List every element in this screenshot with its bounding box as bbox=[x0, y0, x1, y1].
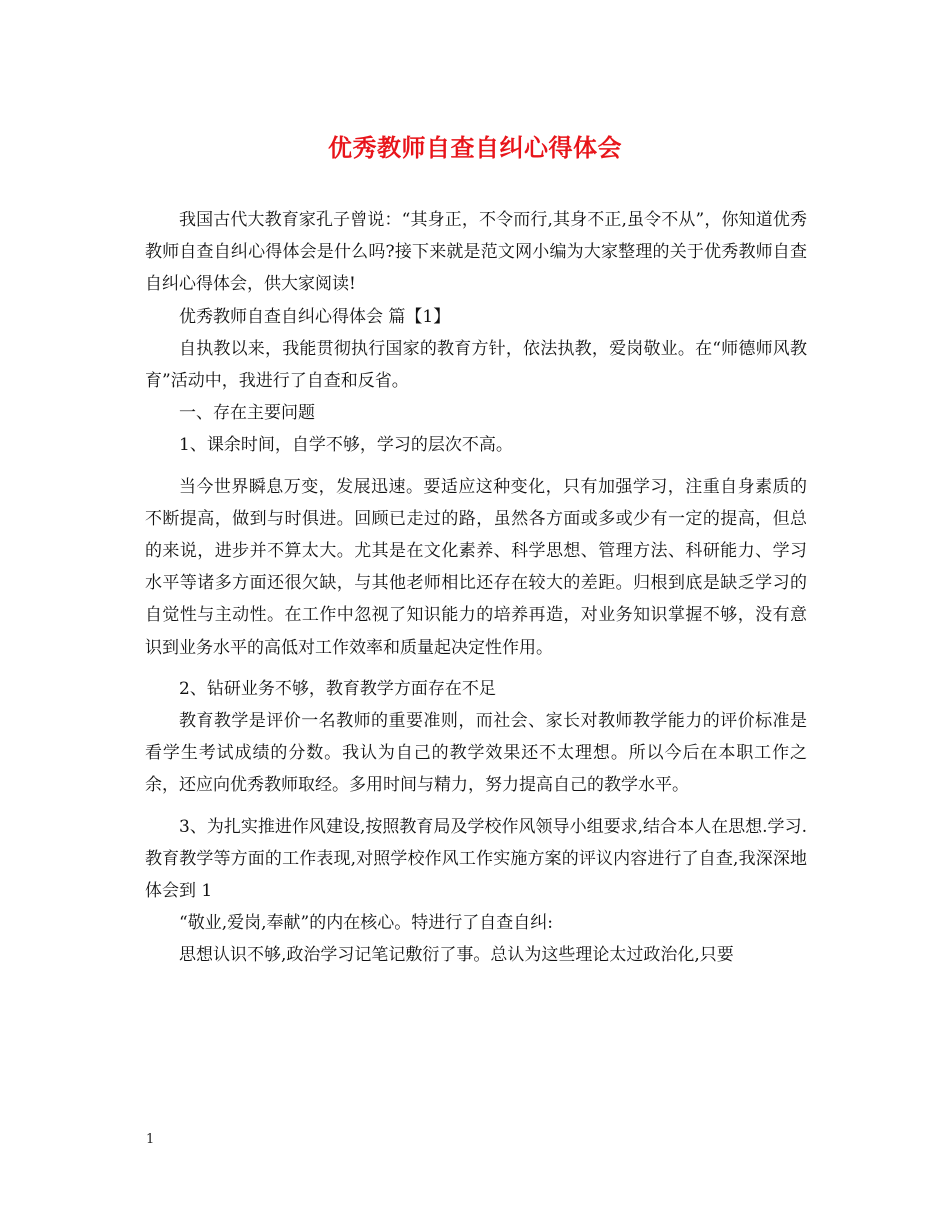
problem-1-body: 当今世界瞬息万变，发展迅速。要适应这种变化，只有加强学习，注重自身素质的不断提高，做到与时俱进。回顾已走过的路，虽然各方面或多或少有一定的提高，但总的来说，进步并不算太大。尤其是在文化素养、科学思想、管理方法、科研能力、学习水平等诸多方面还很欠缺，与其他老师相比还存在较大的差距。归根到底是缺乏学习的自觉性与主动性。在工作中忽视了知识能力的培养再造，对业务知识掌握不够，没有意识到业务水平的高低对工作效率和质量起决定性作用。 bbox=[145, 476, 807, 658]
problem-2-heading: 2、钻研业务不够，教育教学方面存在不足 bbox=[179, 678, 496, 699]
document-title: 优秀教师自查自纠心得体会 bbox=[328, 133, 622, 162]
document-body bbox=[145, 204, 807, 972]
problem-2-body: 教育教学是评价一名教师的重要准则，而社会、家长对教师教学能力的评价标准是看学生考试成绩的分数。我认为自己的教学效果还不太理想。所以今后在本职工作之余，还应向优秀教师取经。多用时间与精力，努力提高自己的教学水平。 bbox=[145, 711, 807, 796]
problem-1-heading: 1、课余时间，自学不够，学习的层次不高。 bbox=[179, 435, 513, 456]
paragraph-core-values: “敬业,爱岗,奉献”的内在核心。特进行了自查自纠: bbox=[179, 913, 553, 934]
paragraph-self-review: 自执教以来，我能贯彻执行国家的教育方针，依法执教，爱岗敬业。在“师德师风教育”活动中，我进行了自查和反省。 bbox=[145, 338, 807, 392]
heading-main-problems: 一、存在主要问题 bbox=[179, 403, 315, 424]
page-number: 1 bbox=[146, 1132, 155, 1147]
paragraph-thought-awareness: 思想认识不够,政治学习记笔记敷衍了事。总认为这些理论太过政治化,只要 bbox=[179, 945, 734, 966]
paragraph-intro: 我国古代大教育家孔子曾说：“其身正，不令而行,其身不正,虽令不从”，你知道优秀教师自查自纠心得体会是什么吗?接下来就是范文网小编为大家整理的关于优秀教师自查自纠心得体会，供大家阅读! bbox=[145, 210, 807, 295]
section-heading-part-1: 优秀教师自查自纠心得体会 篇【1】 bbox=[179, 306, 451, 327]
problem-3-body: 3、为扎实推进作风建设,按照教育局及学校作风领导小组要求,结合本人在思想.学习.教育教学等方面的工作表现,对照学校作风工作实施方案的评议内容进行了自查,我深深地体会到 1 bbox=[145, 816, 807, 902]
